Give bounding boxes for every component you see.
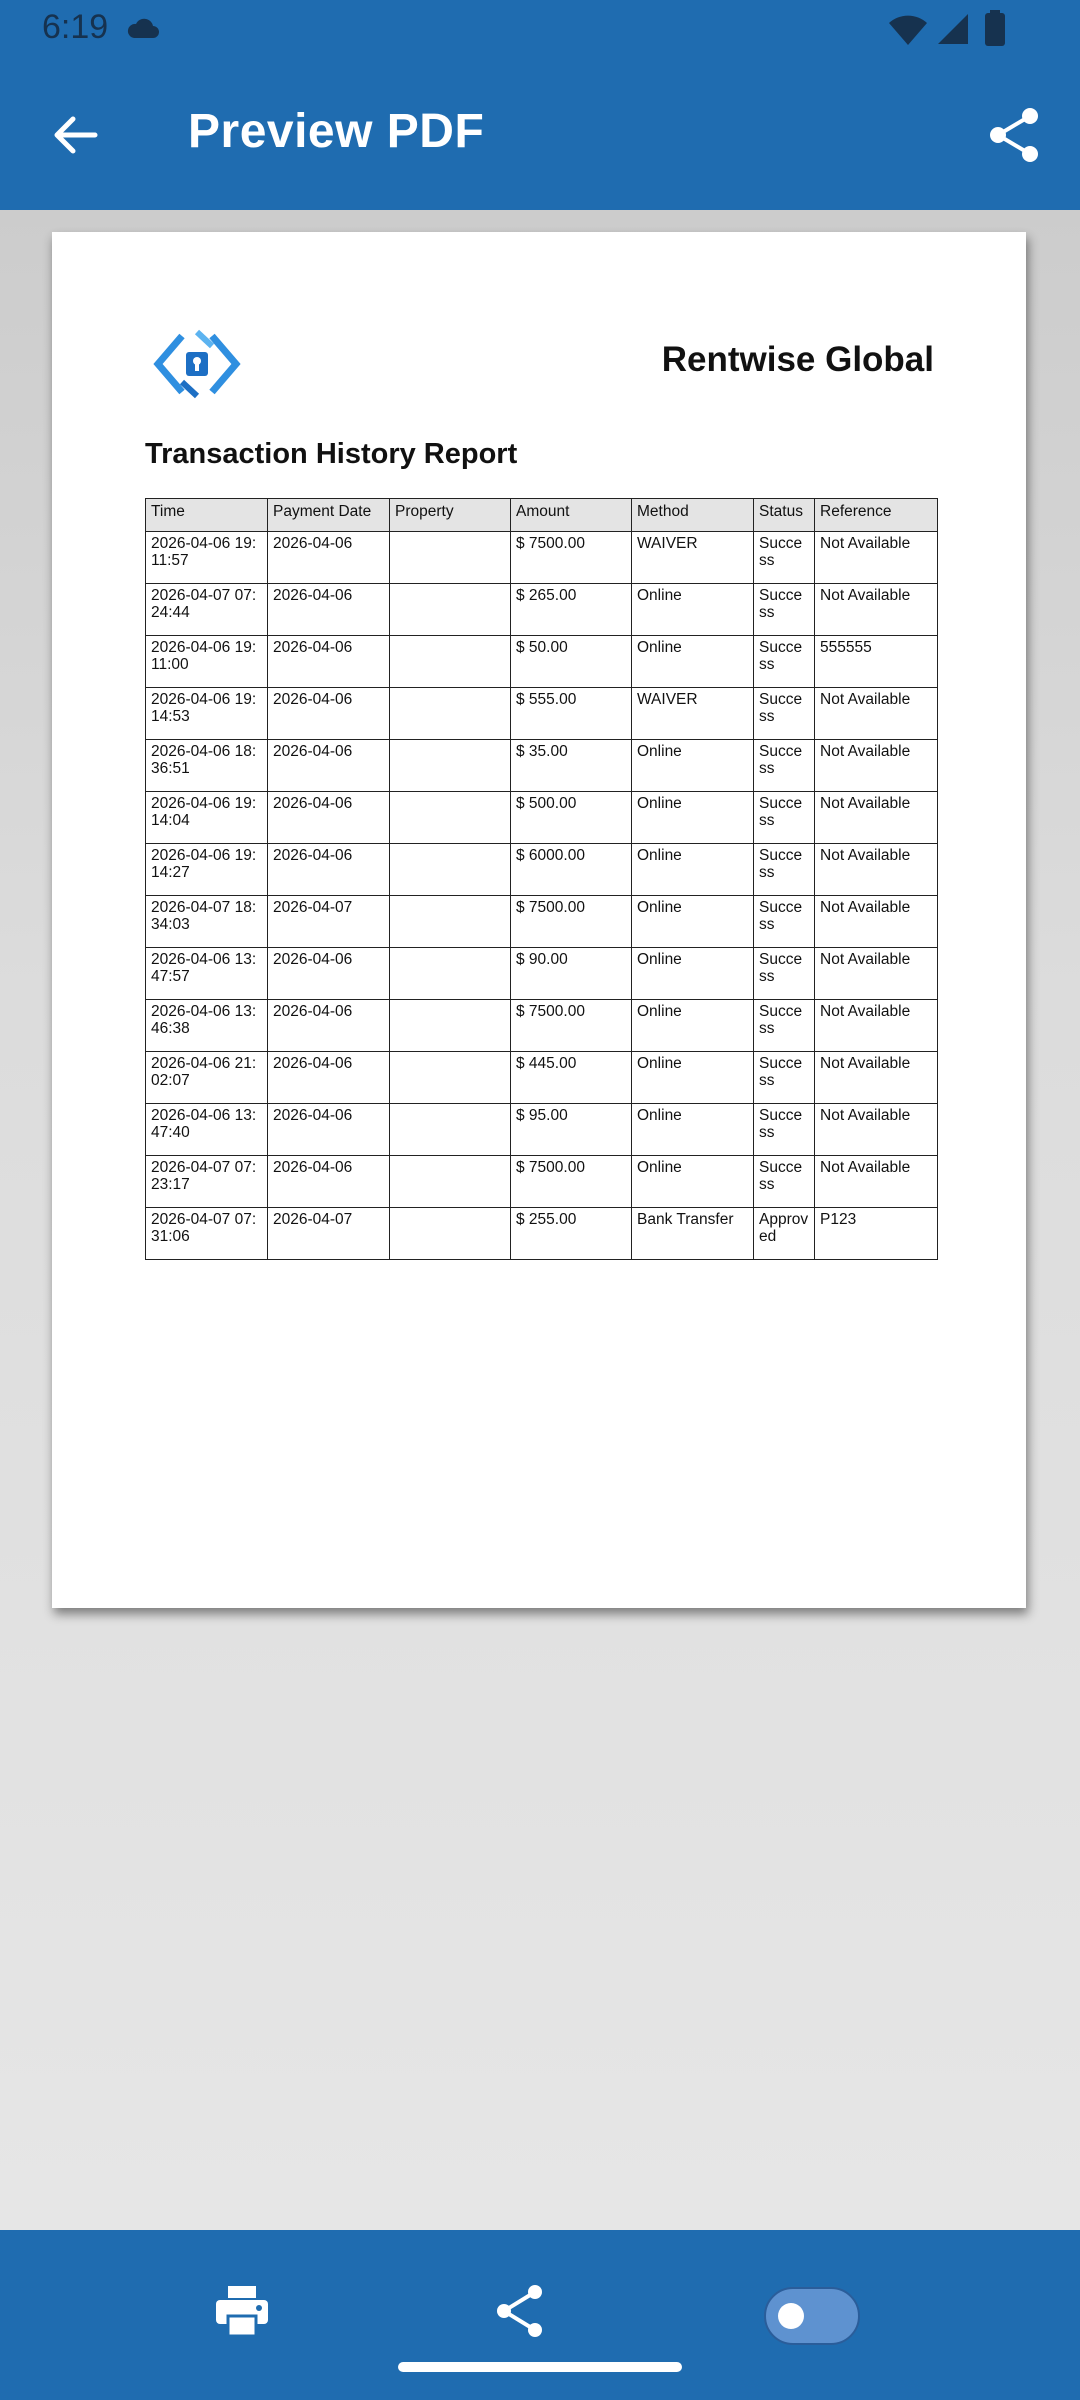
table-row — [146, 1052, 938, 1104]
column-header-status: Status — [754, 499, 815, 532]
column-header-reference: Reference — [815, 499, 938, 532]
cell-status: Success — [754, 1156, 815, 1208]
cell-property — [390, 896, 511, 948]
cell-method: Online — [632, 896, 754, 948]
table-row — [146, 584, 938, 636]
column-header-payment-date: Payment Date — [268, 499, 390, 532]
cloud-icon — [126, 17, 160, 44]
cell-method: Online — [632, 636, 754, 688]
cell-payment-date: 2026-04-06 — [268, 948, 390, 1000]
cell-amount: $ 50.00 — [511, 636, 632, 688]
cell-amount: $ 6000.00 — [511, 844, 632, 896]
cell-property — [390, 1208, 511, 1260]
cell-payment-date: 2026-04-06 — [268, 844, 390, 896]
toggle-knob — [778, 2303, 804, 2329]
cell-payment-date: 2026-04-06 — [268, 740, 390, 792]
cell-payment-date: 2026-04-06 — [268, 1052, 390, 1104]
cell-method: Online — [632, 1052, 754, 1104]
cell-time: 2026-04-06 21:02:07 — [146, 1052, 268, 1104]
column-header-time: Time — [146, 499, 268, 532]
cell-payment-date: 2026-04-06 — [268, 1000, 390, 1052]
table-row — [146, 896, 938, 948]
cell-payment-date: 2026-04-06 — [268, 584, 390, 636]
cell-status: Approved — [754, 1208, 815, 1260]
cell-status: Success — [754, 636, 815, 688]
cell-amount: $ 7500.00 — [511, 896, 632, 948]
cell-reference: Not Available — [815, 844, 938, 896]
bottom-bar — [0, 2230, 1080, 2400]
cell-property — [390, 1156, 511, 1208]
cell-status: Success — [754, 740, 815, 792]
cell-amount: $ 265.00 — [511, 584, 632, 636]
cell-time: 2026-04-07 07:31:06 — [146, 1208, 268, 1260]
cell-reference: Not Available — [815, 688, 938, 740]
share-icon — [988, 106, 1042, 164]
cell-property — [390, 584, 511, 636]
share-button[interactable] — [980, 100, 1050, 170]
cell-method: WAIVER — [632, 532, 754, 584]
cell-time: 2026-04-06 18:36:51 — [146, 740, 268, 792]
status-bar — [0, 0, 1080, 60]
cell-method: Online — [632, 584, 754, 636]
transaction-table — [145, 498, 938, 1260]
cell-status: Success — [754, 688, 815, 740]
cell-status: Success — [754, 532, 815, 584]
cell-method: Online — [632, 1156, 754, 1208]
cell-reference: Not Available — [815, 896, 938, 948]
cell-method: Online — [632, 1000, 754, 1052]
cell-reference: Not Available — [815, 948, 938, 1000]
table-row — [146, 740, 938, 792]
cell-property — [390, 636, 511, 688]
company-logo — [152, 328, 242, 400]
table-row — [146, 1104, 938, 1156]
cell-reference: Not Available — [815, 792, 938, 844]
column-header-property: Property — [390, 499, 511, 532]
cell-property — [390, 792, 511, 844]
report-title: Transaction History Report — [145, 438, 518, 470]
cell-method: Online — [632, 844, 754, 896]
table-row — [146, 792, 938, 844]
table-row — [146, 1208, 938, 1260]
cell-amount: $ 500.00 — [511, 792, 632, 844]
cell-time: 2026-04-06 13:47:57 — [146, 948, 268, 1000]
cell-payment-date: 2026-04-07 — [268, 1208, 390, 1260]
cell-amount: $ 255.00 — [511, 1208, 632, 1260]
cell-property — [390, 740, 511, 792]
cell-reference: Not Available — [815, 1000, 938, 1052]
home-indicator[interactable] — [398, 2362, 682, 2372]
cell-time: 2026-04-07 18:34:03 — [146, 896, 268, 948]
cell-status: Success — [754, 1000, 815, 1052]
signal-icon — [936, 12, 970, 51]
cell-method: WAIVER — [632, 688, 754, 740]
print-button[interactable] — [214, 2286, 290, 2350]
cell-property — [390, 844, 511, 896]
cell-amount: $ 7500.00 — [511, 1156, 632, 1208]
pdf-page — [52, 232, 1026, 1608]
cell-status: Success — [754, 584, 815, 636]
app-bar — [0, 60, 1080, 210]
cell-time: 2026-04-06 19:14:53 — [146, 688, 268, 740]
cell-time: 2026-04-06 13:46:38 — [146, 1000, 268, 1052]
cell-property — [390, 688, 511, 740]
share-icon — [494, 2282, 546, 2340]
back-button[interactable] — [40, 100, 110, 170]
table-row — [146, 636, 938, 688]
cell-reference: Not Available — [815, 1156, 938, 1208]
cell-status: Success — [754, 948, 815, 1000]
cell-time: 2026-04-06 19:14:27 — [146, 844, 268, 896]
cell-method: Online — [632, 740, 754, 792]
cell-reference: Not Available — [815, 1104, 938, 1156]
company-name: Rentwise Global — [661, 340, 934, 379]
cell-payment-date: 2026-04-06 — [268, 1156, 390, 1208]
cell-time: 2026-04-07 07:24:44 — [146, 584, 268, 636]
table-row — [146, 688, 938, 740]
cell-reference: Not Available — [815, 584, 938, 636]
cell-payment-date: 2026-04-06 — [268, 636, 390, 688]
cell-method: Bank Transfer — [632, 1208, 754, 1260]
cell-payment-date: 2026-04-06 — [268, 688, 390, 740]
cell-amount: $ 7500.00 — [511, 1000, 632, 1052]
cell-status: Success — [754, 1052, 815, 1104]
cell-property — [390, 1104, 511, 1156]
cell-status: Success — [754, 1104, 815, 1156]
cell-payment-date: 2026-04-06 — [268, 532, 390, 584]
table-row — [146, 532, 938, 584]
cell-reference: 555555 — [815, 636, 938, 688]
column-header-method: Method — [632, 499, 754, 532]
cell-reference: Not Available — [815, 532, 938, 584]
cell-property — [390, 1052, 511, 1104]
cell-time: 2026-04-07 07:23:17 — [146, 1156, 268, 1208]
cell-time: 2026-04-06 13:47:40 — [146, 1104, 268, 1156]
toggle-switch[interactable] — [764, 2287, 860, 2345]
cell-time: 2026-04-06 19:11:57 — [146, 532, 268, 584]
cell-payment-date: 2026-04-07 — [268, 896, 390, 948]
cell-time: 2026-04-06 19:11:00 — [146, 636, 268, 688]
cell-method: Online — [632, 948, 754, 1000]
column-header-amount: Amount — [511, 499, 632, 532]
table-row — [146, 1156, 938, 1208]
page-title: Preview PDF — [188, 105, 485, 158]
share-button-bottom[interactable] — [494, 2282, 554, 2346]
cell-payment-date: 2026-04-06 — [268, 1104, 390, 1156]
cell-amount: $ 7500.00 — [511, 532, 632, 584]
cell-amount: $ 35.00 — [511, 740, 632, 792]
cell-status: Success — [754, 896, 815, 948]
cell-payment-date: 2026-04-06 — [268, 792, 390, 844]
cell-reference: Not Available — [815, 740, 938, 792]
cell-property — [390, 948, 511, 1000]
cell-amount: $ 90.00 — [511, 948, 632, 1000]
cell-method: Online — [632, 792, 754, 844]
print-icon — [214, 2286, 270, 2338]
cell-status: Success — [754, 844, 815, 896]
status-time: 6:19 — [42, 8, 109, 46]
cell-reference: P123 — [815, 1208, 938, 1260]
cell-reference: Not Available — [815, 1052, 938, 1104]
cell-property — [390, 532, 511, 584]
table-row — [146, 948, 938, 1000]
cell-time: 2026-04-06 19:14:04 — [146, 792, 268, 844]
cell-property — [390, 1000, 511, 1052]
cell-amount: $ 555.00 — [511, 688, 632, 740]
battery-icon — [984, 10, 1006, 51]
table-row — [146, 1000, 938, 1052]
table-header-row — [146, 499, 938, 532]
cell-method: Online — [632, 1104, 754, 1156]
cell-amount: $ 445.00 — [511, 1052, 632, 1104]
arrow-left-icon — [51, 111, 99, 159]
cell-status: Success — [754, 792, 815, 844]
table-row — [146, 844, 938, 896]
cell-amount: $ 95.00 — [511, 1104, 632, 1156]
wifi-icon — [888, 14, 928, 51]
